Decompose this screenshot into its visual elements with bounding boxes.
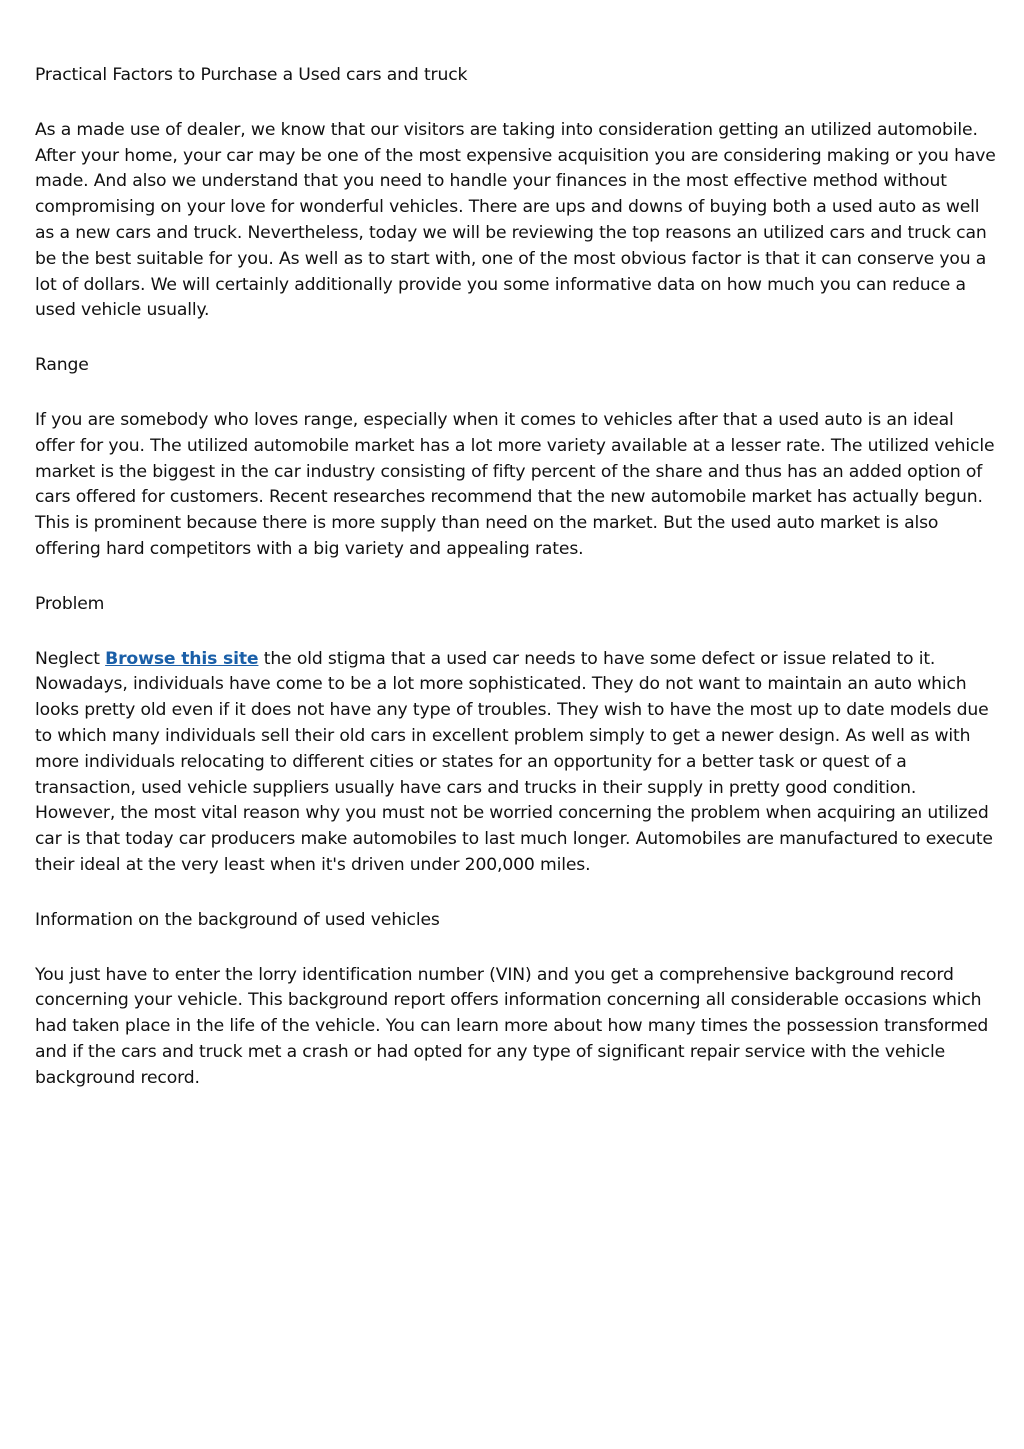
section-heading-range: Range — [35, 355, 89, 376]
section-body-background: You just have to enter the lorry identification number (VIN) and you get a comprehensive background record concerning your vehicle. This background report offers information concerning all considerable occasions which had taken place in the life of the vehicle. You can learn more about how many times the possession transformed and if the cars and truck met a crash or had opted for any type of significant repair service with the vehicle background record. — [35, 964, 989, 1088]
section-heading-problem: Problem — [35, 593, 105, 614]
problem-body-prefix: Neglect — [35, 648, 106, 669]
browse-this-site-link[interactable]: Browse this site — [105, 648, 259, 669]
section-body-problem — [35, 647, 997, 879]
section-body-range: If you are somebody who loves range, especially when it comes to vehicles after that a used auto is an ideal offer for you. The utilized automobile market has a lot more variety available at a lesser rate. The utilized vehicle market is the biggest in the car industry consisting of fifty percent of the share and thus has an added option of cars offered for customers. Recent researches recommend that the new automobile market has actually begun. This is prominent because there is more supply than need on the market. But the used auto market is also offering hard competitors with a big variety and appealing rates. — [35, 409, 995, 559]
document-title: Practical Factors to Purchase a Used cars and truck — [35, 65, 468, 85]
problem-body-suffix: the old stigma that a used car needs to have some defect or issue related to it. Nowadays, individuals have come to be a lot more sophisticated. They do not want to maintain an auto which looks pretty old even if it does not have any type of troubles. They wish to have the most up to date models due to which many individuals sell their old cars in excellent problem simply to get a newer design. As well as with more individuals relocating to different cities or states for an opportunity for a better task or quest of a transaction, used vehicle suppliers usually have cars and trucks in their supply in pretty good condition. However, the most vital reason why you must not be worried concerning the problem when acquiring an utilized car is that today car producers make automobiles to last much longer. Automobiles are manufactured to execute their ideal at the very least when it's driven under 200,000 miles. — [35, 648, 993, 875]
section-heading-background: Information on the background of used vehicles — [35, 909, 440, 930]
intro-paragraph: As a made use of dealer, we know that our visitors are taking into consideration getting an utilized automobile. After your home, your car may be one of the most expensive acquisition you are considering making or you have made. And also we understand that you need to handle your finances in the most effective method without compromising on your love for wonderful vehicles. There are ups and downs of buying both a used auto as well as a new cars and truck. Nevertheless, today we will be reviewing the top reasons an utilized cars and truck can be the best suitable for you. As well as to start with, one of the most obvious factor is that it can conserve you a lot of dollars. We will certainly additionally provide you some informative data on how much you can reduce a used vehicle usually. — [35, 119, 996, 321]
document-page — [35, 63, 997, 1121]
